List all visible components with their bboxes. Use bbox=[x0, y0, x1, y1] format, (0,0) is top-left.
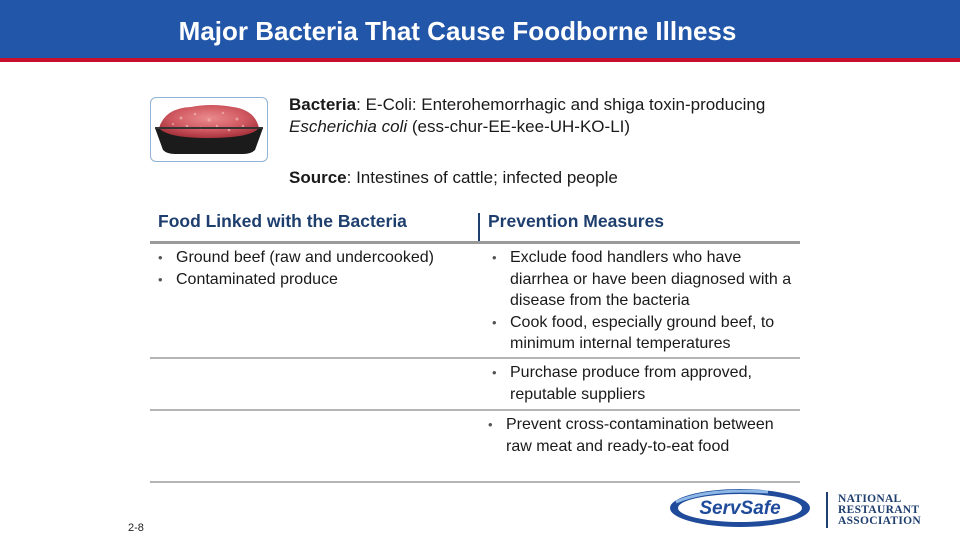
source-line bbox=[289, 168, 618, 188]
prevention-column-header: Prevention Measures bbox=[488, 211, 665, 231]
servsafe-logo-text: ServSafe bbox=[699, 498, 781, 519]
nra-logo-line: ASSOCIATION bbox=[838, 515, 921, 527]
list-item: • Contaminated produce bbox=[152, 269, 482, 291]
prevention-list-3 bbox=[482, 414, 798, 457]
nra-logo-line: NATIONAL bbox=[838, 493, 902, 505]
bacteria-scientific-name: Escherichia coli bbox=[289, 117, 408, 136]
ground-beef-icon bbox=[151, 98, 267, 161]
bullet-icon: • bbox=[488, 417, 493, 432]
header-rule bbox=[150, 241, 800, 244]
prevention-list-2 bbox=[486, 362, 798, 405]
list-item: • Prevent cross-contamination between raw meat and ready-to-eat food bbox=[488, 416, 774, 455]
slide-title: Major Bacteria That Cause Foodborne Illness bbox=[178, 16, 737, 46]
column-header-divider bbox=[478, 213, 480, 243]
slide-header bbox=[0, 0, 960, 66]
page-number: 2-8 bbox=[128, 522, 144, 534]
bullet-icon: • bbox=[492, 365, 497, 380]
bacteria-description bbox=[289, 94, 809, 138]
source-value: : Intestines of cattle; infected people bbox=[346, 168, 618, 187]
bullet-icon: • bbox=[158, 250, 163, 265]
bacteria-pronunciation: (ess-chur-EE-kee-UH-KO-LI) bbox=[407, 117, 631, 136]
bacteria-label: Bacteria bbox=[289, 95, 357, 114]
bacteria-separator: : bbox=[356, 95, 366, 114]
header-red-stripe bbox=[0, 58, 960, 62]
bacteria-name: E-Coli: Enterohemorrhagic and shiga toxin-producing bbox=[365, 95, 766, 114]
prevention-list-1 bbox=[486, 247, 798, 355]
servsafe-logo bbox=[668, 484, 816, 530]
nra-logo-line: RESTAURANT bbox=[838, 504, 920, 516]
source-label: Source bbox=[289, 168, 347, 187]
bullet-icon: • bbox=[492, 314, 497, 330]
ground-beef-package-image bbox=[150, 97, 268, 162]
foods-list bbox=[152, 247, 482, 290]
logo-separator bbox=[826, 492, 828, 528]
list-item: • Purchase produce from approved, reputable suppliers bbox=[492, 364, 752, 403]
bullet-icon: • bbox=[158, 271, 163, 287]
list-item: • Ground beef (raw and undercooked) bbox=[152, 247, 482, 269]
bullet-icon: • bbox=[492, 250, 497, 265]
servsafe-logo-icon bbox=[668, 484, 816, 530]
foods-column-header: Food Linked with the Bacteria bbox=[158, 211, 407, 231]
row-rule bbox=[150, 357, 800, 359]
list-item: • Cook food, especially ground beef, to minimum internal temperatures bbox=[492, 313, 775, 352]
list-item: • Exclude food handlers who have diarrhea or have been diagnosed with a disease from the bacteria bbox=[492, 249, 792, 309]
nra-logo bbox=[838, 494, 948, 530]
row-rule bbox=[150, 481, 800, 483]
row-rule bbox=[150, 409, 800, 411]
